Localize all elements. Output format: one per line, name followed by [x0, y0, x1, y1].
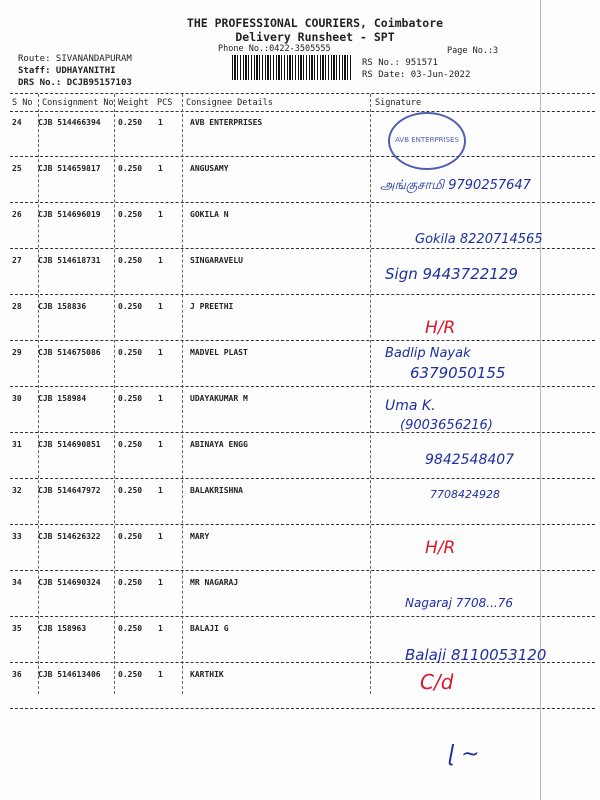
signature-26: Gokila 8220714565 [415, 232, 543, 247]
cell-consignment: CJB 514466394 [38, 118, 101, 127]
signature-31: 9842548407 [425, 452, 515, 468]
row-divider [10, 708, 595, 709]
drs-number: DRS No.: DCJB95157103 [18, 78, 132, 88]
row-divider [10, 156, 595, 157]
cell-consignment: CJB 514659817 [38, 164, 101, 173]
cell-weight: 0.250 [118, 164, 143, 173]
cell-weight: 0.250 [118, 440, 143, 449]
cell-sno: 35 [12, 624, 22, 633]
signature-27: Sign 9443722129 [385, 265, 518, 283]
cell-consignment: CJB 158963 [38, 624, 87, 633]
signature-29-phone: 6379050155 [410, 364, 506, 382]
cell-sno: 34 [12, 578, 22, 587]
cell-pcs: 1 [158, 440, 163, 449]
company-stamp: AVB ENTERPRISES [388, 112, 466, 170]
cell-sno: 32 [12, 486, 22, 495]
cell-consignee: BALAKRISHNA [190, 486, 243, 495]
cell-consignee: GOKILA N [190, 210, 229, 219]
cell-consignee: AVB ENTERPRISES [190, 118, 263, 127]
cell-weight: 0.250 [118, 532, 143, 541]
cell-pcs: 1 [158, 302, 163, 311]
signature-36: C/d [420, 670, 454, 694]
cell-sno: 33 [12, 532, 22, 541]
cell-pcs: 1 [158, 164, 163, 173]
cell-pcs: 1 [158, 624, 163, 633]
cell-consignment: CJB 514696019 [38, 210, 101, 219]
rs-info [362, 57, 470, 81]
cell-consignee: MARY [190, 532, 210, 541]
signature-34: Nagaraj 7708...76 [405, 596, 513, 610]
cell-consignee: MADVEL PLAST [190, 348, 248, 357]
col-signature: Signature [375, 98, 422, 108]
cell-weight: 0.250 [118, 256, 143, 265]
cell-pcs: 1 [158, 486, 163, 495]
cell-weight: 0.250 [118, 394, 143, 403]
company-name: THE PROFESSIONAL COURIERS, Coimbatore [186, 16, 444, 30]
route: Route: SIVANANDAPURAM [18, 54, 132, 64]
cell-sno: 28 [12, 302, 22, 311]
cell-pcs: 1 [158, 256, 163, 265]
cell-consignee: ABINAYA ENGG [190, 440, 248, 449]
cell-consignment: CJB 514618731 [38, 256, 101, 265]
cell-pcs: 1 [158, 394, 163, 403]
cell-consignment: CJB 514690851 [38, 440, 101, 449]
col-divider [182, 94, 183, 694]
col-consignment: Consignment No [42, 98, 114, 108]
cell-consignee: MR NAGARAJ [190, 578, 239, 587]
signature-25: அங்குசாமி 9790257647 [380, 178, 531, 193]
row-divider [10, 478, 595, 479]
cell-pcs: 1 [158, 118, 163, 127]
cell-sno: 26 [12, 210, 22, 219]
cell-weight: 0.250 [118, 624, 143, 633]
cell-consignment: CJB 514690324 [38, 578, 101, 587]
cell-sno: 27 [12, 256, 22, 265]
rs-number: RS No.: 951571 [362, 58, 438, 68]
cell-pcs: 1 [158, 348, 163, 357]
cell-pcs: 1 [158, 532, 163, 541]
cell-consignee: BALAJI G [190, 624, 229, 633]
cell-pcs: 1 [158, 578, 163, 587]
row-divider [10, 248, 595, 249]
cell-weight: 0.250 [118, 486, 143, 495]
runsheet-subtitle: Delivery Runsheet - SPT [235, 30, 395, 44]
cell-weight: 0.250 [118, 302, 143, 311]
document-title [150, 16, 480, 44]
cell-consignment: CJB 514675086 [38, 348, 101, 357]
page-number: Page No.:3 [447, 46, 499, 56]
cell-consignee: UDAYAKUMAR M [190, 394, 248, 403]
signature-30-name: Uma K. [385, 398, 436, 414]
signature-32: 7708424928 [430, 488, 500, 501]
cell-consignee: J PREETHI [190, 302, 234, 311]
cell-sno: 31 [12, 440, 22, 449]
cell-weight: 0.250 [118, 210, 143, 219]
cell-sno: 24 [12, 118, 22, 127]
cell-sno: 30 [12, 394, 22, 403]
page-edge [540, 0, 541, 800]
row-divider [10, 524, 595, 525]
signature-29-name: Badlip Nayak [385, 346, 471, 361]
cell-consignment: CJB 158836 [38, 302, 87, 311]
signature-35: Balaji 8110053120 [405, 646, 547, 664]
cell-weight: 0.250 [118, 118, 143, 127]
cell-consignment: CJB 514626322 [38, 532, 101, 541]
cell-weight: 0.250 [118, 348, 143, 357]
col-divider [370, 94, 371, 694]
cell-weight: 0.250 [118, 578, 143, 587]
page-initials: ɭ ~ [448, 742, 480, 767]
col-consignee: Consignee Details [186, 98, 273, 108]
row-divider [10, 616, 595, 617]
header-divider-top [10, 93, 595, 94]
row-divider [10, 340, 595, 341]
col-divider [114, 94, 115, 694]
cell-sno: 25 [12, 164, 22, 173]
rs-date: RS Date: 03-Jun-2022 [362, 70, 471, 80]
cell-consignment: CJB 514613406 [38, 670, 101, 679]
cell-consignee: ANGUSAMY [190, 164, 229, 173]
cell-consignee: SINGARAVELU [190, 256, 243, 265]
staff: Staff: UDHAYANITHI [18, 66, 116, 76]
cell-consignment: CJB 514647972 [38, 486, 101, 495]
signature-30-phone: (9003656216) [400, 418, 493, 433]
header-divider-bottom [10, 111, 595, 112]
signature-33: H/R [425, 538, 456, 558]
row-divider [10, 386, 595, 387]
row-divider [10, 202, 595, 203]
col-sno: S No [12, 98, 33, 108]
phone-number: Phone No.:0422-3505555 [218, 44, 331, 54]
cell-consignment: CJB 158984 [38, 394, 87, 403]
barcode [232, 55, 352, 80]
signature-28: H/R [425, 318, 456, 338]
row-divider [10, 570, 595, 571]
col-weight: Weight [118, 98, 149, 108]
col-pcs: PCS [157, 98, 173, 108]
cell-sno: 29 [12, 348, 22, 357]
cell-weight: 0.250 [118, 670, 143, 679]
cell-pcs: 1 [158, 670, 163, 679]
row-divider [10, 294, 595, 295]
route-info [18, 53, 132, 89]
cell-sno: 36 [12, 670, 22, 679]
cell-consignee: KARTHIK [190, 670, 224, 679]
cell-pcs: 1 [158, 210, 163, 219]
row-divider [10, 432, 595, 433]
